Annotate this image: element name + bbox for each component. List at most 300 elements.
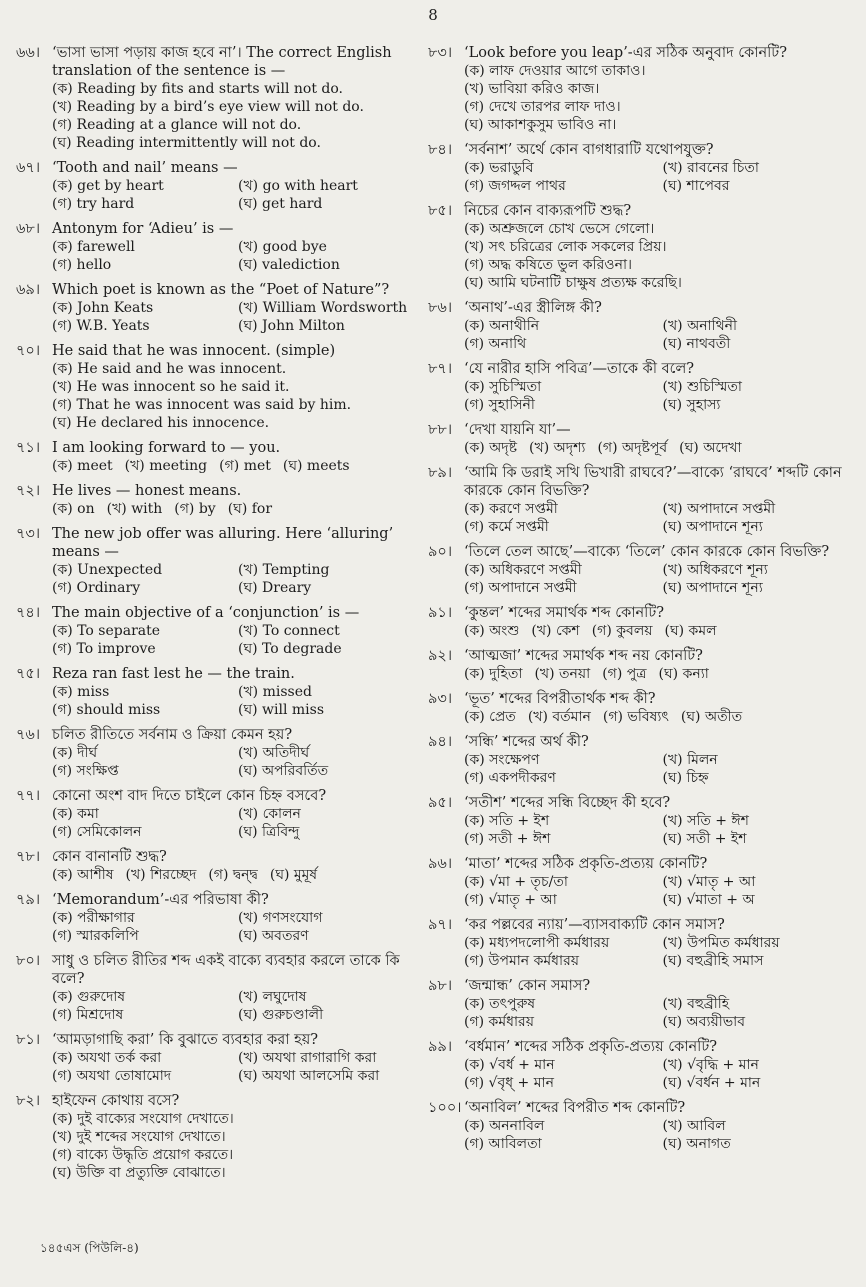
option-item: (ক) ভরাডুবি <box>464 160 534 176</box>
question-number: ৮৭। <box>428 361 453 377</box>
question-text: The new job offer was alluring. Here ‘alluring’ means — <box>52 526 394 560</box>
options-list <box>16 1110 416 1182</box>
option-item: (খ) অযথা রাগারাগি করা <box>238 1050 377 1066</box>
question-item <box>428 1038 853 1092</box>
question-text: ‘বর্ধমান’ শব্দের সঠিক প্রকৃতি-প্রত্যয় কোনটি? <box>464 1039 718 1055</box>
option-item: (ঘ) অপরিবর্তিত <box>238 763 329 779</box>
option-item: (গ) অদৃষ্টপূর্ব <box>597 440 668 456</box>
question-stem <box>16 952 416 988</box>
question-number: ৯৩। <box>428 691 453 707</box>
options-list <box>16 360 416 432</box>
question-item <box>16 482 416 518</box>
question-text: ‘Tooth and nail’ means — <box>52 160 238 176</box>
option-item: (গ) try hard <box>52 196 135 212</box>
options-list <box>428 220 853 292</box>
option-item: (খ) ভাবিয়া করিও কাজ। <box>464 81 600 97</box>
options-list <box>16 805 416 841</box>
option-item: (ক) দুহিতা <box>464 666 523 682</box>
option-item: (খ) good bye <box>238 239 327 255</box>
question-text: The main objective of a ‘conjunction’ is — <box>52 605 360 621</box>
option-item: (ক) John Keats <box>52 300 154 316</box>
question-stem <box>428 794 853 812</box>
question-number: ৭২। <box>16 483 41 499</box>
option-item: (ঘ) will miss <box>238 702 325 718</box>
question-number: ৭৩। <box>16 526 41 542</box>
question-item <box>16 787 416 841</box>
question-item <box>428 604 853 640</box>
option-item: (ঘ) Dreary <box>238 580 312 596</box>
question-stem <box>428 44 853 62</box>
question-number: ৮৫। <box>428 203 453 219</box>
option-item: (ক) farewell <box>52 239 135 255</box>
question-stem <box>16 159 416 177</box>
question-number: ৯৫। <box>428 795 453 811</box>
question-number: ৮২। <box>16 1093 41 1109</box>
option-item: (গ) দেখে তারপর লাফ দাও। <box>464 99 621 115</box>
option-item: (ঘ) অপাদানে শূন্য <box>662 519 763 535</box>
option-item: (গ) জগদ্দল পাথর <box>464 178 566 194</box>
question-number: ৭৬। <box>16 727 41 743</box>
option-item: (ক) অদৃষ্ট <box>464 440 518 456</box>
question-text: ‘সন্ধি’ শব্দের অর্থ কী? <box>464 734 589 750</box>
question-number: ৭৪। <box>16 605 41 621</box>
question-text: ‘আত্মজা’ শব্দের সমার্থক শব্দ নয় কোনটি? <box>464 648 703 664</box>
option-item: (ক) দীর্ঘ <box>52 745 98 761</box>
option-item: (গ) W.B. Yeats <box>52 318 150 334</box>
options-list <box>428 378 853 414</box>
option-item: (ক) সতি + ইশ <box>464 813 550 829</box>
question-item <box>16 665 416 719</box>
question-text: ‘ভাসা ভাসা পড়ায় কাজ হবে না’। The correct English translation of the sentence is — <box>52 45 392 79</box>
option-item: (ক) পরীক্ষাগার <box>52 910 135 926</box>
option-item: (ঘ) He declared his innocence. <box>52 415 270 431</box>
options-list <box>428 1117 853 1153</box>
question-stem <box>428 1038 853 1056</box>
question-text: Which poet is known as the “Poet of Nature”? <box>52 282 390 298</box>
question-number: ৭১। <box>16 440 41 456</box>
question-text: ‘কুন্তল’ শব্দের সমার্থক শব্দ কোনটি? <box>464 605 665 621</box>
option-item: (ক) অধিকরণে সপ্তমী <box>464 562 582 578</box>
question-item <box>16 604 416 658</box>
question-item <box>428 855 853 909</box>
option-item: (ক) meet <box>52 458 113 474</box>
question-number: ৬৬। <box>16 45 41 61</box>
option-item: (খ) √মাতৃ + আ <box>662 874 756 890</box>
option-item: (খ) Tempting <box>238 562 330 578</box>
option-item: (গ) সংক্ষিপ্ত <box>52 763 119 779</box>
question-number: ৯১। <box>428 605 453 621</box>
option-item: (ক) মধ্যপদলোপী কর্মধারয় <box>464 935 610 951</box>
option-item: (খ) অতিদীর্ঘ <box>238 745 310 761</box>
question-item <box>16 726 416 780</box>
option-item: (খ) সতি + ঈশ <box>662 813 749 829</box>
option-item: (খ) সৎ চরিত্রের লোক সকলের প্রিয়। <box>464 239 667 255</box>
option-item: (ঘ) চিহ্ন <box>662 770 709 786</box>
option-item: (খ) meeting <box>124 458 208 474</box>
page-number: 8 <box>428 6 438 24</box>
question-number: ১০০। <box>428 1100 462 1116</box>
options-list <box>428 708 853 726</box>
question-item <box>428 464 853 536</box>
question-number: ৮৪। <box>428 142 453 158</box>
option-item: (গ) √মাতৃ + আ <box>464 892 557 908</box>
option-item: (খ) তনয়া <box>534 666 591 682</box>
option-item: (ক) অংশু <box>464 623 520 639</box>
option-item: (ঘ) কন্যা <box>658 666 709 682</box>
question-number: ৬৯। <box>16 282 41 298</box>
question-text: ‘অনাবিল’ শব্দের বিপরীত শব্দ কোনটি? <box>464 1100 686 1116</box>
question-stem <box>16 220 416 238</box>
question-stem <box>16 665 416 683</box>
option-item: (গ) বাক্যে উদ্ধৃতি প্রয়োগ করতে। <box>52 1147 234 1163</box>
question-item <box>16 159 416 213</box>
question-item <box>16 281 416 335</box>
option-item: (খ) রাবনের চিতা <box>662 160 759 176</box>
question-stem <box>428 977 853 995</box>
footer-code: ১৪৫এস (পিউলি-৪) <box>40 1241 139 1255</box>
question-number: ৭৭। <box>16 788 41 804</box>
options-list <box>428 995 853 1031</box>
options-list <box>428 439 853 457</box>
option-item: (ক) অনাথীনি <box>464 318 540 334</box>
option-item: (ঘ) ত্রিবিন্দু <box>238 824 300 840</box>
option-item: (ক) অননাবিল <box>464 1118 545 1134</box>
option-item: (গ) Ordinary <box>52 580 141 596</box>
option-item: (গ) মিশ্রদোষ <box>52 1007 124 1023</box>
option-item: (ক) গুরুদোষ <box>52 989 126 1005</box>
option-item: (গ) স্মারকলিপি <box>52 928 139 944</box>
options-list <box>16 866 416 884</box>
question-number: ৯৯। <box>428 1039 453 1055</box>
option-item: (খ) Reading by a bird’s eye view will not do. <box>52 99 364 115</box>
option-item: (ক) To separate <box>52 623 161 639</box>
option-item: (ক) miss <box>52 684 110 700</box>
option-item: (ক) লাফ দেওয়ার আগে তাকাও। <box>464 63 646 79</box>
option-item: (গ) অদ্ধ কষিতে ভুল করিওনা। <box>464 257 633 273</box>
option-item: (খ) মিলন <box>662 752 718 768</box>
question-stem <box>428 916 853 934</box>
option-item: (ক) on <box>52 501 95 517</box>
option-item: (গ) উপমান কর্মধারয় <box>464 953 580 969</box>
question-number: ৬৭। <box>16 160 41 176</box>
options-list <box>16 177 416 213</box>
question-number: ৮৮। <box>428 422 453 438</box>
option-item: (গ) Reading at a glance will not do. <box>52 117 302 133</box>
question-item <box>16 342 416 432</box>
options-list <box>428 317 853 353</box>
question-stem <box>16 726 416 744</box>
question-text: I am looking forward to — you. <box>52 440 281 456</box>
option-item: (ক) অযথা তর্ক করা <box>52 1050 162 1066</box>
option-item: (ঘ) valediction <box>238 257 340 273</box>
question-stem <box>16 604 416 622</box>
option-item: (ক) He said and he was innocent. <box>52 361 287 377</box>
question-text: ‘আমি কি ডরাই সখি ভিখারী রাঘবে?’—বাক্যে ‘রাঘবে’ শব্দটি কোন কারকে কোন বিভক্তি? <box>464 465 842 499</box>
options-list <box>16 1049 416 1085</box>
question-number: ৮৬। <box>428 300 453 316</box>
options-list <box>16 500 416 518</box>
question-stem <box>428 464 853 500</box>
option-item: (খ) কোলন <box>238 806 301 822</box>
options-list <box>428 751 853 787</box>
option-item: (খ) বর্তমান <box>527 709 591 725</box>
question-stem <box>428 1099 853 1117</box>
option-item: (ঘ) for <box>227 501 273 517</box>
option-item: (ঘ) কমল <box>664 623 717 639</box>
question-stem <box>16 1092 416 1110</box>
question-text: ‘দেখা যায়নি যা’— <box>464 422 571 438</box>
option-item: (ক) প্রেত <box>464 709 516 725</box>
question-number: ৮০। <box>16 953 41 969</box>
option-item: (খ) go with heart <box>238 178 358 194</box>
options-list <box>428 934 853 970</box>
option-item: (খ) অদৃশ্য <box>529 440 586 456</box>
option-item: (গ) কর্মধারয় <box>464 1014 534 1030</box>
option-item: (ঘ) অনাগত <box>662 1136 731 1152</box>
question-item <box>428 141 853 195</box>
option-item: (ক) তৎপুরুষ <box>464 996 536 1012</box>
question-text: চলিত রীতিতে সর্বনাম ও ক্রিয়া কেমন হয়? <box>52 727 293 743</box>
option-item: (ক) Unexpected <box>52 562 163 578</box>
option-item: (গ) আবিলতা <box>464 1136 542 1152</box>
right-column <box>428 44 853 1160</box>
question-number: ৬৮। <box>16 221 41 237</box>
question-text: ‘ভূত’ শব্দের বিপরীতার্থক শব্দ কী? <box>464 691 656 707</box>
options-list <box>16 299 416 335</box>
question-item <box>428 1099 853 1153</box>
option-item: (ক) √মা + তৃচ/তা <box>464 874 568 890</box>
option-item: (ঘ) গুরুচণ্ডালী <box>238 1007 324 1023</box>
option-item: (ঘ) শাপেবর <box>662 178 730 194</box>
option-item: (ঘ) সতী + ইশ <box>662 831 747 847</box>
question-item <box>428 299 853 353</box>
option-item: (খ) He was innocent so he said it. <box>52 379 290 395</box>
question-text: He said that he was innocent. (simple) <box>52 343 336 359</box>
option-item: (ক) আশীষ <box>52 867 114 883</box>
question-text: হাইফেন কোথায় বসে? <box>52 1093 180 1109</box>
option-item: (ঘ) অদেখা <box>679 440 742 456</box>
question-text: He lives — honest means. <box>52 483 242 499</box>
option-item: (খ) অপাদানে সপ্তমী <box>662 501 776 517</box>
question-number: ৯৬। <box>428 856 453 872</box>
option-item: (খ) বহুব্রীহি <box>662 996 730 1012</box>
options-list <box>428 873 853 909</box>
options-list <box>428 159 853 195</box>
question-item <box>16 952 416 1024</box>
question-text: ‘যে নারীর হাসি পবিত্র’—তাকে কী বলে? <box>464 361 695 377</box>
option-item: (খ) √বৃদ্ধি + মান <box>662 1057 759 1073</box>
question-item <box>428 733 853 787</box>
option-item: (ঘ) অযথা আলসেমি করা <box>238 1068 380 1084</box>
option-item: (ক) করণে সপ্তমী <box>464 501 558 517</box>
question-stem <box>428 299 853 317</box>
option-item: (খ) গণসংযোগ <box>238 910 323 926</box>
option-item: (ঘ) Reading intermittently will not do. <box>52 135 321 151</box>
question-stem <box>428 360 853 378</box>
question-number: ৯২। <box>428 648 453 664</box>
question-number: ৮১। <box>16 1032 41 1048</box>
option-item: (খ) দুই শব্দের সংযোগ দেখাতে। <box>52 1129 226 1145</box>
option-item: (গ) hello <box>52 257 112 273</box>
question-number: ৯৮। <box>428 978 453 994</box>
option-item: (খ) লঘুদোষ <box>238 989 307 1005</box>
question-stem <box>16 482 416 500</box>
question-item <box>428 543 853 597</box>
question-item <box>428 360 853 414</box>
question-text: কোন বানানটি শুদ্ধ? <box>52 849 167 865</box>
option-item: (ঘ) উক্তি বা প্রত্যুক্তি বোঝাতে। <box>52 1165 226 1181</box>
question-text: ‘কর পল্লবের ন্যায়’—ব্যাসবাক্যটি কোন সমাস? <box>464 917 725 933</box>
question-number: ৭৯। <box>16 892 41 908</box>
question-stem <box>428 543 853 561</box>
options-list <box>428 561 853 597</box>
option-item: (ঘ) আকাশকুসুম ভাবিও না। <box>464 117 617 133</box>
question-text: ‘সর্বনাশ’ অর্থে কোন বাগধারাটি যথোপযুক্ত? <box>464 142 714 158</box>
option-item: (গ) অযথা তোষামোদ <box>52 1068 172 1084</box>
question-item <box>16 891 416 945</box>
option-item: (গ) সতী + ঈশ <box>464 831 551 847</box>
question-stem <box>428 647 853 665</box>
option-item: (গ) √বৃধ্ + মান <box>464 1075 554 1091</box>
question-number: ৮৯। <box>428 465 453 481</box>
option-item: (ঘ) অপাদানে শূন্য <box>662 580 763 596</box>
question-item <box>428 690 853 726</box>
question-stem <box>428 855 853 873</box>
question-stem <box>428 202 853 220</box>
question-stem <box>16 439 416 457</box>
option-item: (ঘ) John Milton <box>238 318 345 334</box>
question-text: ‘জন্মান্ধ’ কোন সমাস? <box>464 978 591 994</box>
options-list <box>16 80 416 152</box>
options-list <box>428 665 853 683</box>
option-item: (ঘ) অতীত <box>680 709 743 725</box>
question-item <box>16 848 416 884</box>
option-item: (ক) দুই বাক্যের সংযোগ দেখাতে। <box>52 1111 234 1127</box>
question-stem <box>16 787 416 805</box>
question-stem <box>16 848 416 866</box>
question-stem <box>428 421 853 439</box>
option-item: (ঘ) মুমূর্ষ <box>269 867 318 883</box>
options-list <box>16 457 416 475</box>
question-text: ‘তিলে তেল আছে’—বাক্যে ‘তিলে’ কোন কারকে কোন বিভক্তি? <box>464 544 830 560</box>
option-item: (খ) To connect <box>238 623 340 639</box>
option-item: (ঘ) অবতরণ <box>238 928 309 944</box>
question-stem <box>428 604 853 622</box>
question-text: কোনো অংশ বাদ দিতে চাইলে কোন চিহ্ন বসবে? <box>52 788 327 804</box>
option-item: (গ) অপাদানে সপ্তমী <box>464 580 577 596</box>
options-list <box>16 988 416 1024</box>
question-item <box>16 44 416 152</box>
options-list <box>428 1056 853 1092</box>
question-number: ৯০। <box>428 544 453 560</box>
option-item: (ঘ) get hard <box>238 196 323 212</box>
option-item: (ক) কমা <box>52 806 99 822</box>
option-item: (গ) ভবিষ্যৎ <box>602 709 669 725</box>
options-list <box>16 744 416 780</box>
question-number: ৭৫। <box>16 666 41 682</box>
question-item <box>16 439 416 475</box>
option-item: (গ) দ্বন্দ্ব <box>208 867 258 883</box>
option-item: (ঘ) To degrade <box>238 641 342 657</box>
question-text: ‘Look before you leap’-এর সঠিক অনুবাদ কোনটি? <box>464 45 787 61</box>
option-item: (খ) কেশ <box>531 623 580 639</box>
options-list <box>16 683 416 719</box>
question-number: ৯৭। <box>428 917 453 933</box>
question-number: ৮৩। <box>428 45 453 61</box>
option-item: (ঘ) সুহাস্য <box>662 397 721 413</box>
question-number: ৭৮। <box>16 849 41 865</box>
question-number: ৯৪। <box>428 734 453 750</box>
options-list <box>16 622 416 658</box>
options-list <box>428 500 853 536</box>
question-item <box>16 1092 416 1182</box>
options-list <box>428 622 853 640</box>
option-item: (গ) by <box>174 501 216 517</box>
option-item: (গ) কুবলয় <box>591 623 653 639</box>
question-item <box>428 44 853 134</box>
question-item <box>428 977 853 1031</box>
option-item: (ক) সংক্ষেপণ <box>464 752 540 768</box>
option-item: (গ) সুহাসিনী <box>464 397 535 413</box>
question-text: Antonym for ‘Adieu’ is — <box>52 221 234 237</box>
left-column <box>16 44 416 1189</box>
option-item: (গ) কর্মে সপ্তমী <box>464 519 549 535</box>
question-item <box>16 1031 416 1085</box>
option-item: (ক) Reading by fits and starts will not do. <box>52 81 343 97</box>
question-item <box>428 794 853 848</box>
question-item <box>428 421 853 457</box>
question-stem <box>16 44 416 80</box>
option-item: (খ) উপমিত কর্মধারয় <box>662 935 780 951</box>
question-stem <box>16 342 416 360</box>
option-item: (খ) আবিল <box>662 1118 726 1134</box>
options-list <box>16 561 416 597</box>
option-item: (গ) সেমিকোলন <box>52 824 142 840</box>
question-text: ‘আমড়াগাছি করা’ কি বুঝাতে ব্যবহার করা হয়? <box>52 1032 319 1048</box>
option-item: (ঘ) √মাতা + অ <box>662 892 755 908</box>
question-stem <box>428 733 853 751</box>
option-item: (খ) William Wordsworth <box>238 300 408 316</box>
option-item: (গ) একপদীকরণ <box>464 770 556 786</box>
question-stem <box>16 525 416 561</box>
question-number: ৭০। <box>16 343 41 359</box>
question-text: ‘অনাথ’-এর স্ত্রীলিঙ্গ কী? <box>464 300 602 316</box>
option-item: (খ) missed <box>238 684 312 700</box>
option-item: (ঘ) আমি ঘটনাটি চাক্ষুষ প্রত্যক্ষ করেছি। <box>464 275 682 291</box>
question-stem <box>16 281 416 299</box>
question-stem <box>428 141 853 159</box>
option-item: (ক) অশ্রুজলে চোখ ভেসে গেলো। <box>464 221 655 237</box>
option-item: (খ) অনাথিনী <box>662 318 738 334</box>
question-stem <box>428 690 853 708</box>
option-item: (ক) get by heart <box>52 178 164 194</box>
question-item <box>428 916 853 970</box>
option-item: (খ) শুচিস্মিতা <box>662 379 742 395</box>
option-item: (ঘ) √বর্ধন + মান <box>662 1075 761 1091</box>
options-list <box>428 62 853 134</box>
option-item: (গ) That he was innocent was said by him. <box>52 397 352 413</box>
option-item: (ক) √বর্ধ + মান <box>464 1057 555 1073</box>
option-item: (গ) should miss <box>52 702 161 718</box>
option-item: (খ) with <box>106 501 163 517</box>
question-stem <box>16 1031 416 1049</box>
question-text: সাধু ও চলিত রীতির শব্দ একই বাক্যে ব্যবহার করলে তাকে কি বলে? <box>52 953 400 987</box>
question-item <box>16 525 416 597</box>
options-list <box>16 909 416 945</box>
question-stem <box>16 891 416 909</box>
question-text: ‘Memorandum’-এর পরিভাষা কী? <box>52 892 269 908</box>
option-item: (ক) সুচিস্মিতা <box>464 379 542 395</box>
